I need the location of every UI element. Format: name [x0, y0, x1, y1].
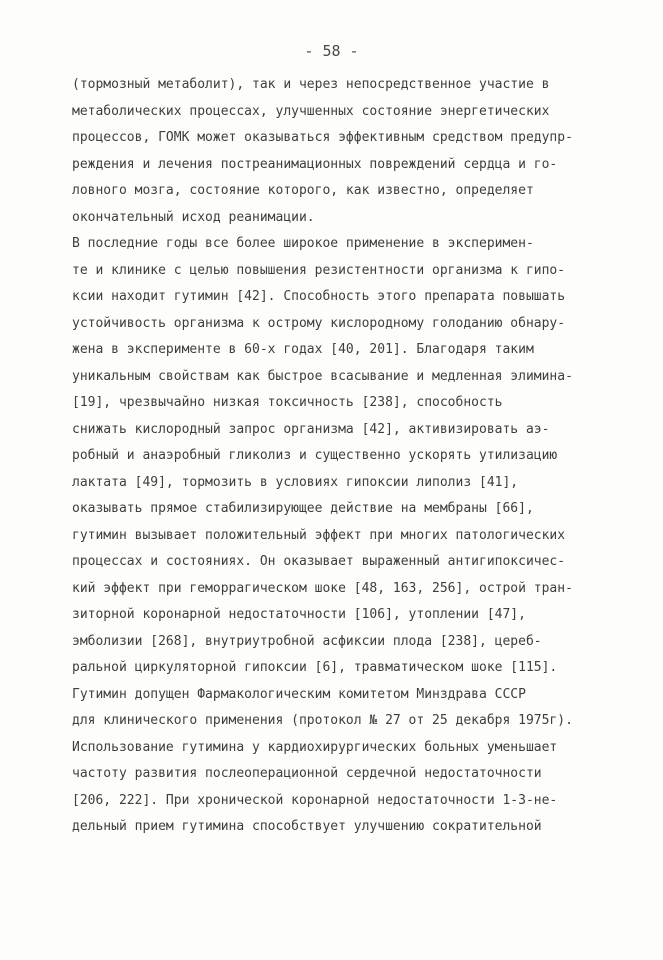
text-line: [206, 222]. При хронической коронарной недостаточности 1-3-не- — [72, 792, 558, 808]
text-line: зиторной коронарной недостаточности [106], утоплении [47], — [72, 607, 526, 622]
text-line: снижать кислородный запрос организма [42], активизировать аэ- — [72, 421, 550, 437]
text-line: [19], чрезвычайно низкая токсичность [238], способность — [72, 395, 503, 410]
text-line: ловного мозга, состояние которого, как известно, определяет — [72, 183, 534, 198]
text-line: реждения и лечения постреанимационных повреждений сердца и го- — [72, 156, 558, 172]
text-line: устойчивость организма к острому кислородному голоданию обнару- — [72, 315, 566, 331]
text-line: Использование гутимина у кардиохирургических больных уменьшает — [72, 739, 558, 755]
text-line: процессах и состояниях. Он оказывает выраженный антигипоксичес- — [72, 554, 566, 569]
text-line: дельный прием гутимина способствует улучшению сократительной — [72, 819, 542, 834]
page-number: - 58 - — [304, 42, 359, 60]
text-line: те и клинике с целью повышения резистентности организма к гипо- — [72, 262, 566, 278]
text-line: робный и анаэробный гликолиз и существенно ускорять утилизацию — [72, 448, 558, 463]
text-line: ральной циркуляторной гипоксии [6], травматическом шоке [115]. — [72, 660, 558, 675]
body-text — [72, 72, 612, 841]
text-line: гутимин вызывает положительный эффект при многих патологических — [72, 527, 566, 543]
text-line: частоту развития послеоперационной сердечной недостаточности — [72, 766, 542, 781]
text-line: процессов, ГОМК может оказываться эффективным средством предупр- — [72, 130, 573, 145]
text-line: лактата [49], тормозить в условиях гипоксии липолиз [41], — [72, 474, 519, 490]
text-line: ксии находит гутимин [42]. Способность этого препарата повышать — [72, 289, 566, 304]
text-line: жена в эксперименте в 60-х годах [40, 201]. Благодаря таким — [72, 342, 534, 357]
text-line: эмболизии [268], внутриутробной асфиксии плода [238], церeб- — [72, 633, 542, 649]
text-line: В последние годы все более широкое применение в эксперимен- — [72, 236, 534, 251]
text-line: уникальным свойствам как быстрое всасывание и медленная элимина- — [72, 368, 573, 384]
text-line: для клинического применения (протокол № 27 от 25 декабря 1975г). — [72, 713, 573, 728]
text-line: оказывать прямое стабилизирующее действие на мембраны [66], — [72, 501, 534, 516]
text-line: Гутимин допущен Фармакологическим комитетом Минздрава СССР — [72, 686, 526, 702]
text-line: (тормозный метаболит), так и через непосредственное участие в — [72, 77, 550, 92]
text-line: окончательный исход реанимации. — [72, 209, 315, 225]
text-line: метаболических процессах, улучшенных состояние энергетических — [72, 103, 550, 119]
text-line: кий эффект при геморрагическом шоке [48, 163, 256], острой тран- — [72, 580, 573, 596]
